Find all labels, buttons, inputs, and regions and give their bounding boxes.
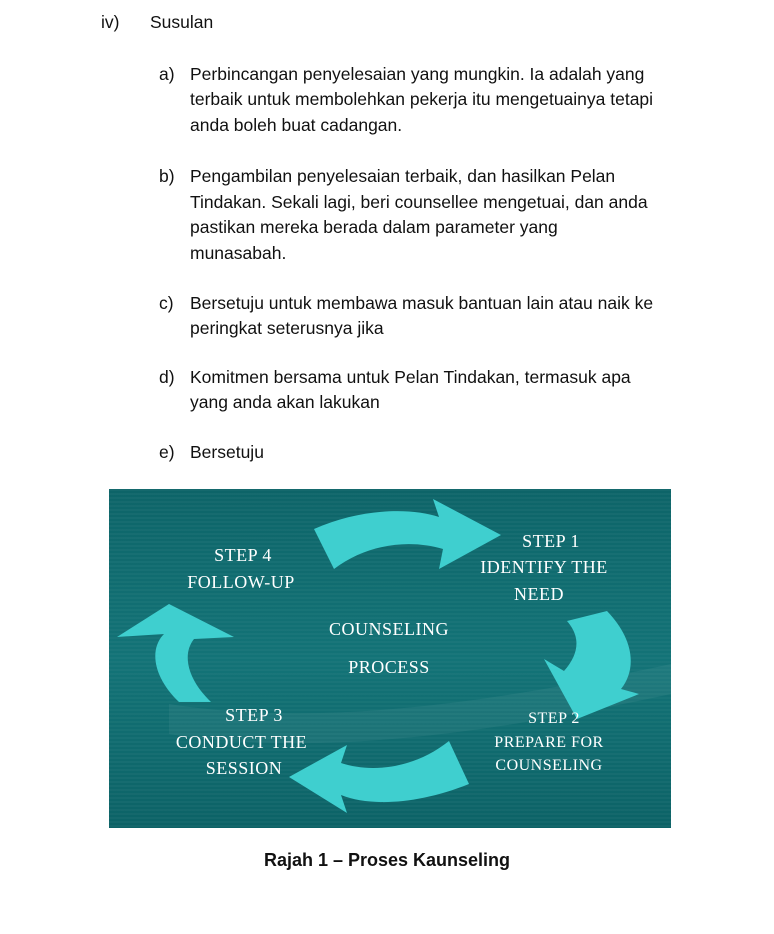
- list-item-line: terbaik untuk membolehkan pekerja itu mengetuainya tetapi: [190, 89, 654, 109]
- list-item-line: peringkat seterusnya jika: [190, 318, 384, 338]
- step1-title-line1: IDENTIFY THE: [480, 557, 608, 577]
- list-item-letter: c): [159, 293, 174, 313]
- list-item-line: munasabah.: [190, 243, 287, 263]
- step2-title-line2: COUNSELING: [495, 757, 603, 774]
- center-title-line2: PROCESS: [348, 657, 430, 677]
- step3-title-line1: CONDUCT THE: [175, 732, 308, 752]
- section-title: Susulan: [150, 12, 214, 32]
- step4-title: FOLLOW-UP: [187, 572, 295, 592]
- list-item-letter: e): [159, 442, 175, 462]
- list-item-line: Tindakan. Sekali lagi, beri counsellee mengetuai, dan anda: [190, 192, 648, 212]
- list-item-letter: b): [159, 166, 175, 186]
- list-item-line: Komitmen bersama untuk Pelan Tindakan, termasuk apa: [190, 367, 631, 387]
- step2-title-line1: PREPARE FOR: [494, 734, 604, 751]
- center-title-line1: COUNSELING: [329, 619, 449, 639]
- step4-number: STEP 4: [214, 545, 272, 565]
- list-item-line: pastikan mereka berada dalam parameter yang: [190, 217, 558, 237]
- step3-title-line2: SESSION: [205, 758, 283, 778]
- list-item-line: Bersetuju: [190, 442, 264, 462]
- list-item-letter: a): [159, 64, 175, 84]
- counseling-process-diagram: [109, 489, 671, 828]
- step2-number: STEP 2: [528, 710, 580, 727]
- step1-number: STEP 1: [522, 531, 580, 551]
- figure-caption: Rajah 1 – Proses Kaunseling: [263, 850, 511, 870]
- list-item-line: anda boleh buat cadangan.: [190, 115, 403, 135]
- step3-number: STEP 3: [225, 705, 283, 725]
- list-item-line: Perbincangan penyelesaian yang mungkin. Ia adalah yang: [190, 64, 645, 84]
- section-number: iv): [101, 12, 120, 32]
- list-item-letter: d): [159, 367, 175, 387]
- list-item-line: Pengambilan penyelesaian terbaik, dan hasilkan Pelan: [190, 166, 616, 186]
- step1-title-line2: NEED: [514, 584, 564, 604]
- list-item-line: Bersetuju untuk membawa masuk bantuan lain atau naik ke: [190, 293, 654, 313]
- list-item-line: yang anda akan lakukan: [190, 392, 380, 412]
